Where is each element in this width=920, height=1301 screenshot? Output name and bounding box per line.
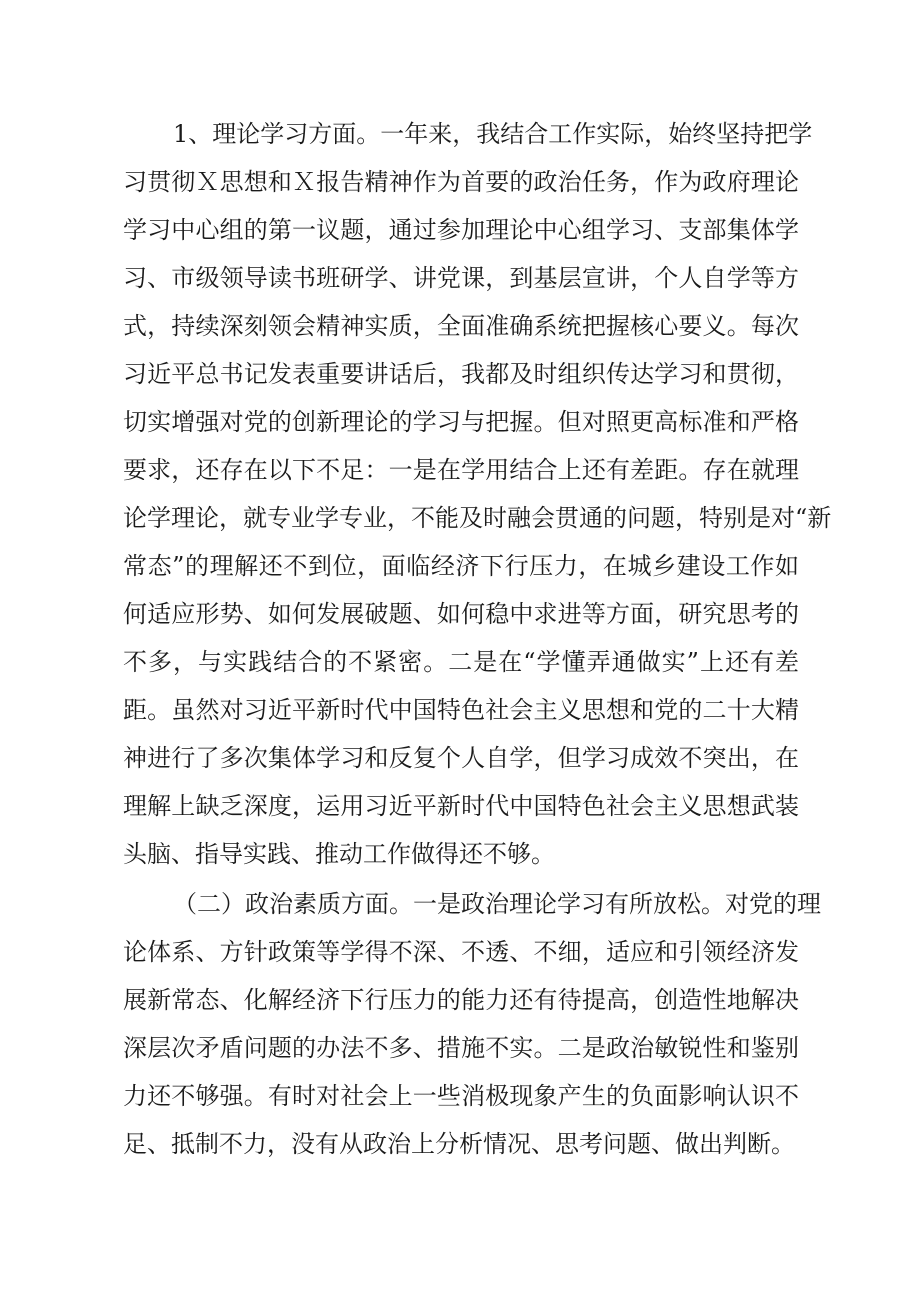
paragraph-line: 习近平总书记发表重要讲话后，我都及时组织传达学习和贯彻， [123, 360, 799, 388]
paragraph-line: 习、市级领导读书班研学、讲党课，到基层宣讲，个人自学等方 [123, 264, 799, 292]
paragraph-line: （二）政治素质方面。一是政治理论学习有所放松。对党的理 [173, 890, 821, 918]
paragraph-political-quality [123, 880, 821, 1168]
paragraph-line: 式，持续深刻领会精神实质，全面准确系统把握核心要义。每次 [123, 312, 799, 340]
paragraph-line: 论体系、方针政策等学得不深、不透、不细，适应和引领经济发 [123, 938, 799, 966]
paragraph-line: 切实增强对党的创新理论的学习与把握。但对照更高标准和严格 [123, 408, 799, 436]
paragraph-line: 学习中心组的第一议题，通过参加理论中心组学习、支部集体学 [123, 216, 799, 244]
paragraph-line: 距。虽然对习近平新时代中国特色社会主义思想和党的二十大精 [123, 696, 799, 724]
document-body [123, 110, 832, 1168]
paragraph-line: 展新常态、化解经济下行压力的能力还有待提高，创造性地解决 [123, 986, 799, 1014]
paragraph-line: 何适应形势、如何发展破题、如何稳中求进等方面，研究思考的 [123, 600, 799, 628]
paragraph-line: 习贯彻Ｘ思想和Ｘ报告精神作为首要的政治任务，作为政府理论 [123, 168, 799, 196]
paragraph-line: 力还不够强。有时对社会上一些消极现象产生的负面影响认识不 [123, 1082, 799, 1110]
paragraph-line: 1、理论学习方面。一年来，我结合工作实际，始终坚持把学 [173, 120, 813, 148]
paragraph-line: 理解上缺乏深度，运用习近平新时代中国特色社会主义思想武装 [123, 792, 799, 820]
paragraph-theory-study [123, 110, 832, 878]
paragraph-line: 足、抵制不力，没有从政治上分析情况、思考问题、做出判断。 [123, 1130, 795, 1158]
paragraph-line: 常态”的理解还不到位，面临经济下行压力，在城乡建设工作如 [123, 552, 799, 580]
paragraph-line: 论学理论，就专业学专业，不能及时融会贯通的问题，特别是对“新 [123, 504, 832, 532]
paragraph-line: 不多，与实践结合的不紧密。二是在“学懂弄通做实”上还有差 [123, 648, 799, 676]
paragraph-line: 深层次矛盾问题的办法不多、措施不实。二是政治敏锐性和鉴别 [123, 1034, 799, 1062]
paragraph-line: 神进行了多次集体学习和反复个人自学，但学习成效不突出，在 [123, 744, 799, 772]
paragraph-line: 头脑、指导实践、推动工作做得还不够。 [123, 840, 555, 868]
paragraph-line: 要求，还存在以下不足：一是在学用结合上还有差距。存在就理 [123, 456, 799, 484]
